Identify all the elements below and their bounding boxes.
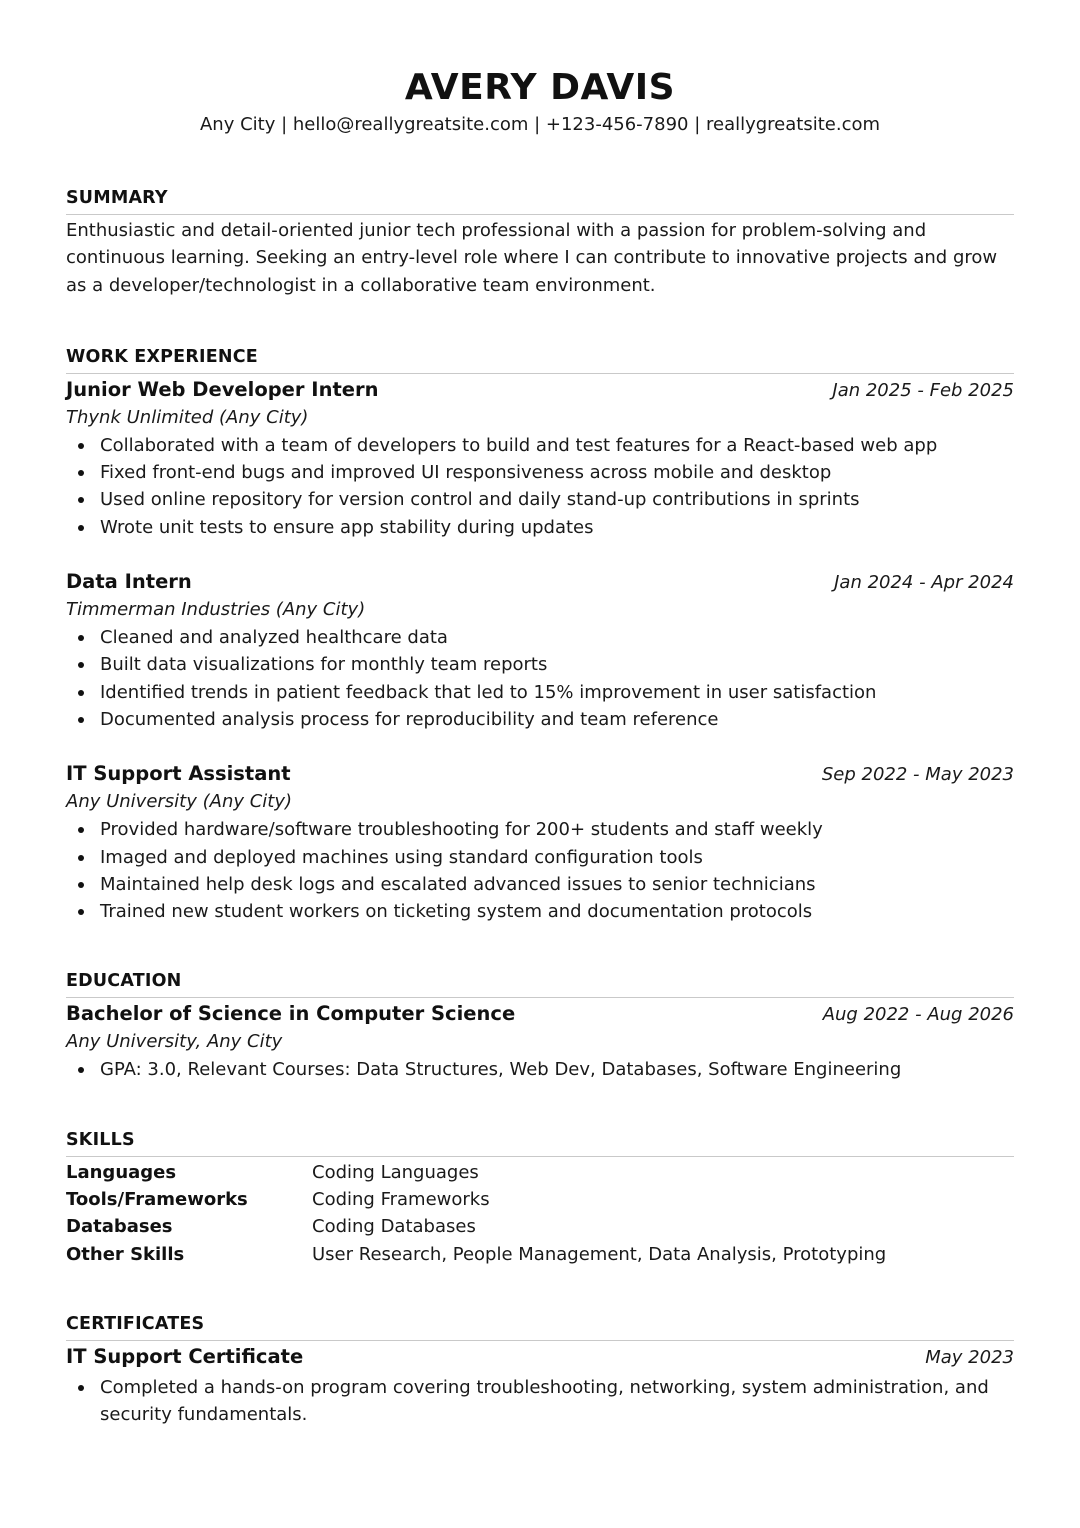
bullet-item [66, 1056, 1014, 1083]
bullet-icon [78, 1385, 84, 1391]
bullet-item [66, 1374, 1014, 1429]
bullet-item [66, 624, 1014, 651]
job-dates: Jan 2024 - Apr 2024 [834, 572, 1014, 594]
bullet-text: GPA: 3.0, Relevant Courses: Data Structures, Web Dev, Databases, Software Engineering [100, 1059, 902, 1081]
resume-header [66, 64, 1014, 138]
bullet-item [66, 432, 1014, 459]
job-dates: Sep 2022 - May 2023 [821, 764, 1014, 786]
education-section [66, 969, 1014, 1083]
skill-value: Coding Databases [312, 1216, 476, 1238]
bullet-list [66, 432, 1014, 541]
skill-label: Other Skills [66, 1243, 185, 1265]
bullet-icon [78, 717, 84, 723]
skill-row [66, 1186, 1014, 1213]
bullet-list [66, 1374, 1014, 1429]
bullet-text: Fixed front-end bugs and improved UI responsiveness across mobile and desktop [100, 462, 832, 484]
employer: Any University (Any City) [66, 791, 293, 813]
summary-text: Enthusiastic and detail-oriented junior tech professional with a passion for problem-solving and continuous learning. Seeking an entry-level role where I can contribute to innovative projects and grow as a developer/technologist in a collaborative team environment. [66, 220, 998, 296]
skill-label: Tools/Frameworks [66, 1189, 248, 1211]
school-name: Any University, Any City [66, 1031, 283, 1053]
certificates-section [66, 1312, 1014, 1429]
skills-table [66, 1159, 1014, 1268]
job-title: Data Intern [66, 570, 192, 594]
skill-row [66, 1241, 1014, 1268]
bullet-item [66, 816, 1014, 843]
skill-value: User Research, People Management, Data Analysis, Prototyping [312, 1243, 887, 1265]
education-dates: Aug 2022 - Aug 2026 [822, 1004, 1014, 1026]
employer: Timmerman Industries (Any City) [66, 599, 366, 621]
bullet-icon [78, 882, 84, 888]
job-dates: Jan 2025 - Feb 2025 [832, 379, 1014, 401]
bullet-text: Built data visualizations for monthly team reports [100, 654, 548, 676]
skill-label: Languages [66, 1161, 177, 1183]
bullet-item [66, 486, 1014, 513]
bullet-item [66, 706, 1014, 733]
entry-heading [66, 760, 1014, 789]
bullet-icon [78, 662, 84, 668]
bullet-text: Trained new student workers on ticketing system and documentation protocols [100, 901, 813, 923]
bullet-list [66, 816, 1014, 925]
bullet-icon [78, 497, 84, 503]
skill-row [66, 1213, 1014, 1240]
bullet-icon [78, 470, 84, 476]
entry-heading [66, 1000, 1014, 1029]
section-title-summary: SUMMARY [66, 186, 1014, 215]
bullet-icon [78, 909, 84, 915]
employer: Thynk Unlimited (Any City) [66, 406, 309, 428]
section-title-work: WORK EXPERIENCE [66, 345, 1014, 374]
bullet-icon [78, 443, 84, 449]
skill-label: Databases [66, 1216, 173, 1238]
bullet-list [66, 624, 1014, 733]
skill-row [66, 1159, 1014, 1186]
section-title-education: EDUCATION [66, 969, 1014, 998]
bullet-icon [78, 690, 84, 696]
bullet-item [66, 844, 1014, 871]
bullet-text: Documented analysis process for reproducibility and team reference [100, 708, 719, 730]
bullet-text: Cleaned and analyzed healthcare data [100, 627, 448, 649]
entry-heading [66, 1343, 1014, 1372]
degree-title: Bachelor of Science in Computer Science [66, 1002, 516, 1026]
bullet-icon [78, 827, 84, 833]
summary-section [66, 186, 1014, 299]
bullet-icon [78, 635, 84, 641]
certificate-entry [66, 1343, 1014, 1429]
section-title-certificates: CERTIFICATES [66, 1312, 1014, 1341]
bullet-text: Maintained help desk logs and escalated advanced issues to senior technicians [100, 873, 816, 895]
bullet-text: Used online repository for version control and daily stand-up contributions in sprints [100, 489, 860, 511]
job-title: Junior Web Developer Intern [66, 377, 379, 401]
entry-heading [66, 376, 1014, 405]
section-title-skills: SKILLS [66, 1128, 1014, 1157]
work-entry [66, 568, 1014, 733]
work-entry [66, 760, 1014, 925]
bullet-text: Wrote unit tests to ensure app stability during updates [100, 516, 594, 538]
work-entry [66, 376, 1014, 541]
bullet-text: Collaborated with a team of developers to build and test features for a React-based web app [100, 434, 938, 456]
certificate-date: May 2023 [925, 1346, 1014, 1368]
entry-heading [66, 568, 1014, 597]
bullet-text: Provided hardware/software troubleshooting for 200+ students and staff weekly [100, 819, 823, 841]
bullet-list [66, 1056, 1014, 1083]
contact-line: Any City | hello@reallygreatsite.com | +123-456-7890 | reallygreatsite.com [199, 114, 881, 135]
bullet-icon [78, 525, 84, 531]
bullet-item [66, 651, 1014, 678]
bullet-icon [78, 855, 84, 861]
skill-value: Coding Languages [312, 1161, 479, 1183]
skill-value: Coding Frameworks [312, 1189, 490, 1211]
bullet-text: Imaged and deployed machines using standard configuration tools [100, 846, 703, 868]
bullet-text: Identified trends in patient feedback that led to 15% improvement in user satisfaction [100, 681, 877, 703]
certificate-name: IT Support Certificate [66, 1344, 304, 1368]
bullet-item [66, 459, 1014, 486]
bullet-icon [78, 1067, 84, 1073]
bullet-text: Completed a hands-on program covering troubleshooting, networking, system administration, and security fundamentals. [100, 1376, 989, 1426]
job-title: IT Support Assistant [66, 762, 291, 786]
bullet-item [66, 871, 1014, 898]
skills-section [66, 1128, 1014, 1268]
bullet-item [66, 679, 1014, 706]
education-entry [66, 1000, 1014, 1083]
candidate-name: AVERY DAVIS [404, 67, 676, 108]
work-section [66, 345, 1014, 926]
bullet-item [66, 514, 1014, 541]
bullet-item [66, 898, 1014, 925]
